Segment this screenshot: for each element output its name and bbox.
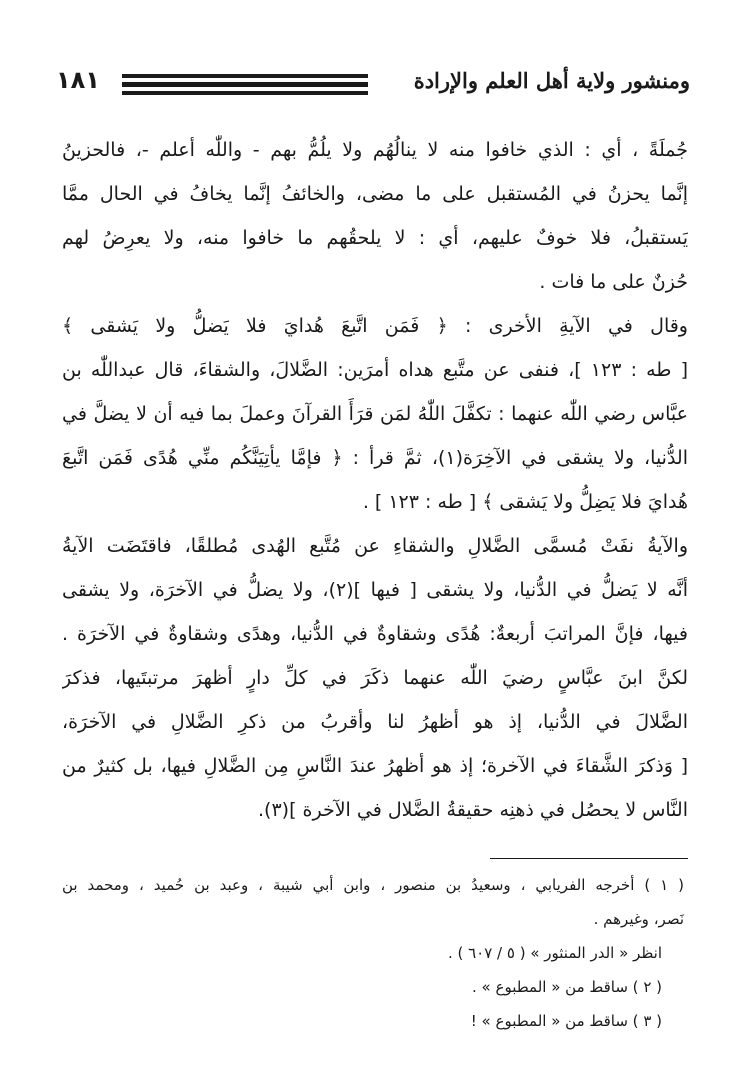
text-line: النَّاس لا يحصُل في ذهنِه حقيقةُ الضَّلال في الآخرة ](٣). <box>257 799 688 821</box>
footnote-1: ( ١ ) أخرجه الفريابي ، وسعيدُ بن منصور ، وابن أبي شيبة ، وعبد بن حُميد ، ومحمد بن <box>62 876 685 894</box>
header-rule-line <box>122 91 368 95</box>
footnote-separator <box>490 858 688 859</box>
text-line: وقال في الآيةِ الأخرى : ﴿ فَمَن اتَّبعَ هُدايَ فلا يَضلُّ ولا يَشقى ﴾ <box>62 315 688 337</box>
footnote-1-reference: انظر « الدر المنثور » ( ٥ / ٦٠٧ ) . <box>447 944 662 962</box>
text-line: لكنَّ ابنَ عبَّاسٍ رضيَ اللّٰه عنهما ذكَرَ في كلِّ دارٍ أظهرَ مرتبتَيها، فذكرَ <box>62 667 688 689</box>
page-number: ١٨١ <box>56 66 100 94</box>
text-line: عبَّاس رضي اللّٰه عنهما : تكفَّلَ اللّٰهُ لمَن قرَأَ القرآنَ وعملَ بما فيه أن لا يضلَّ في <box>62 403 688 425</box>
text-line: فيها، فإنَّ المراتبَ أربعةٌ: هُدًى وشقاوةٌ في الدُّنيا، وهدًى وشقاوةٌ في الآخرَة . <box>62 623 688 645</box>
text-line: الدُّنيا، ولا يشقى في الآخِرَة(١)، ثمَّ قرأ : ﴿ فإمَّا يأتِيَنَّكُم منِّي هُدًى فَمَن اتَّبعَ <box>62 447 688 469</box>
text-line: الضَّلالَ في الدُّنيا، إذ هو أظهرُ لنا وأقربُ من ذكرِ الضَّلالِ في الآخرَة، <box>62 711 688 733</box>
text-line: [ وَذكرَ الشَّقاءَ في الآخرة؛ إذ هو أظهرُ عندَ النَّاسِ مِن الضَّلالِ فيها، بل كثيرٌ من <box>62 755 688 777</box>
header-rule-line <box>122 82 368 87</box>
header-rule-line <box>122 74 368 78</box>
footnote-1-continued: نَصر، وغيرهم . <box>593 910 684 928</box>
text-line: يَستقبلُ، فلا خوفٌ عليهم، أي : لا يلحقُهم ما خافوا منه، ولا يعرِضُ لهم <box>62 227 688 249</box>
header-rule <box>122 74 368 96</box>
text-line: هُدايَ فلا يَضِلُّ ولا يَشقى ﴾ [ طه : ١٢٣ ] . <box>362 491 688 513</box>
main-text <box>62 128 688 832</box>
text-line: حُزنٌ على ما فات . <box>539 271 688 293</box>
text-line: [ طه : ١٢٣ ]، فنفى عن متَّبع هداه أمرَين: الضَّلالَ، والشقاءَ، قال عبداللّٰه بن <box>62 359 688 381</box>
text-line: والآيةُ نفَتْ مُسمَّى الضَّلالِ والشقاءِ عن مُتَّبع الهُدى مُطلقًا، فاقتَضَت الآيةُ <box>62 535 688 557</box>
footnotes <box>62 868 684 1038</box>
footnote-2: ( ٢ ) ساقط من « المطبوع » . <box>472 978 662 996</box>
running-header <box>56 66 690 106</box>
running-title: ومنشور ولاية أهل العلم والإرادة <box>413 68 690 93</box>
footnote-3: ( ٣ ) ساقط من « المطبوع » ! <box>470 1012 662 1030</box>
text-line: جُملَةً ، أي : الذي خافوا منه لا ينالُهُم ولا يلُمُّ بهم - واللّٰه أعلم -، فالحزينُ <box>62 139 688 161</box>
text-line: إنَّما يحزنُ في المُستقبل على ما مضى، والخائفُ إنَّما يخافُ في الحال ممَّا <box>62 183 688 205</box>
text-line: أنَّه لا يَضلُّ في الدُّنيا، ولا يشقى [ فيها ](٢)، ولا يضلُّ في الآخرَة، ولا يشقى <box>62 579 688 601</box>
